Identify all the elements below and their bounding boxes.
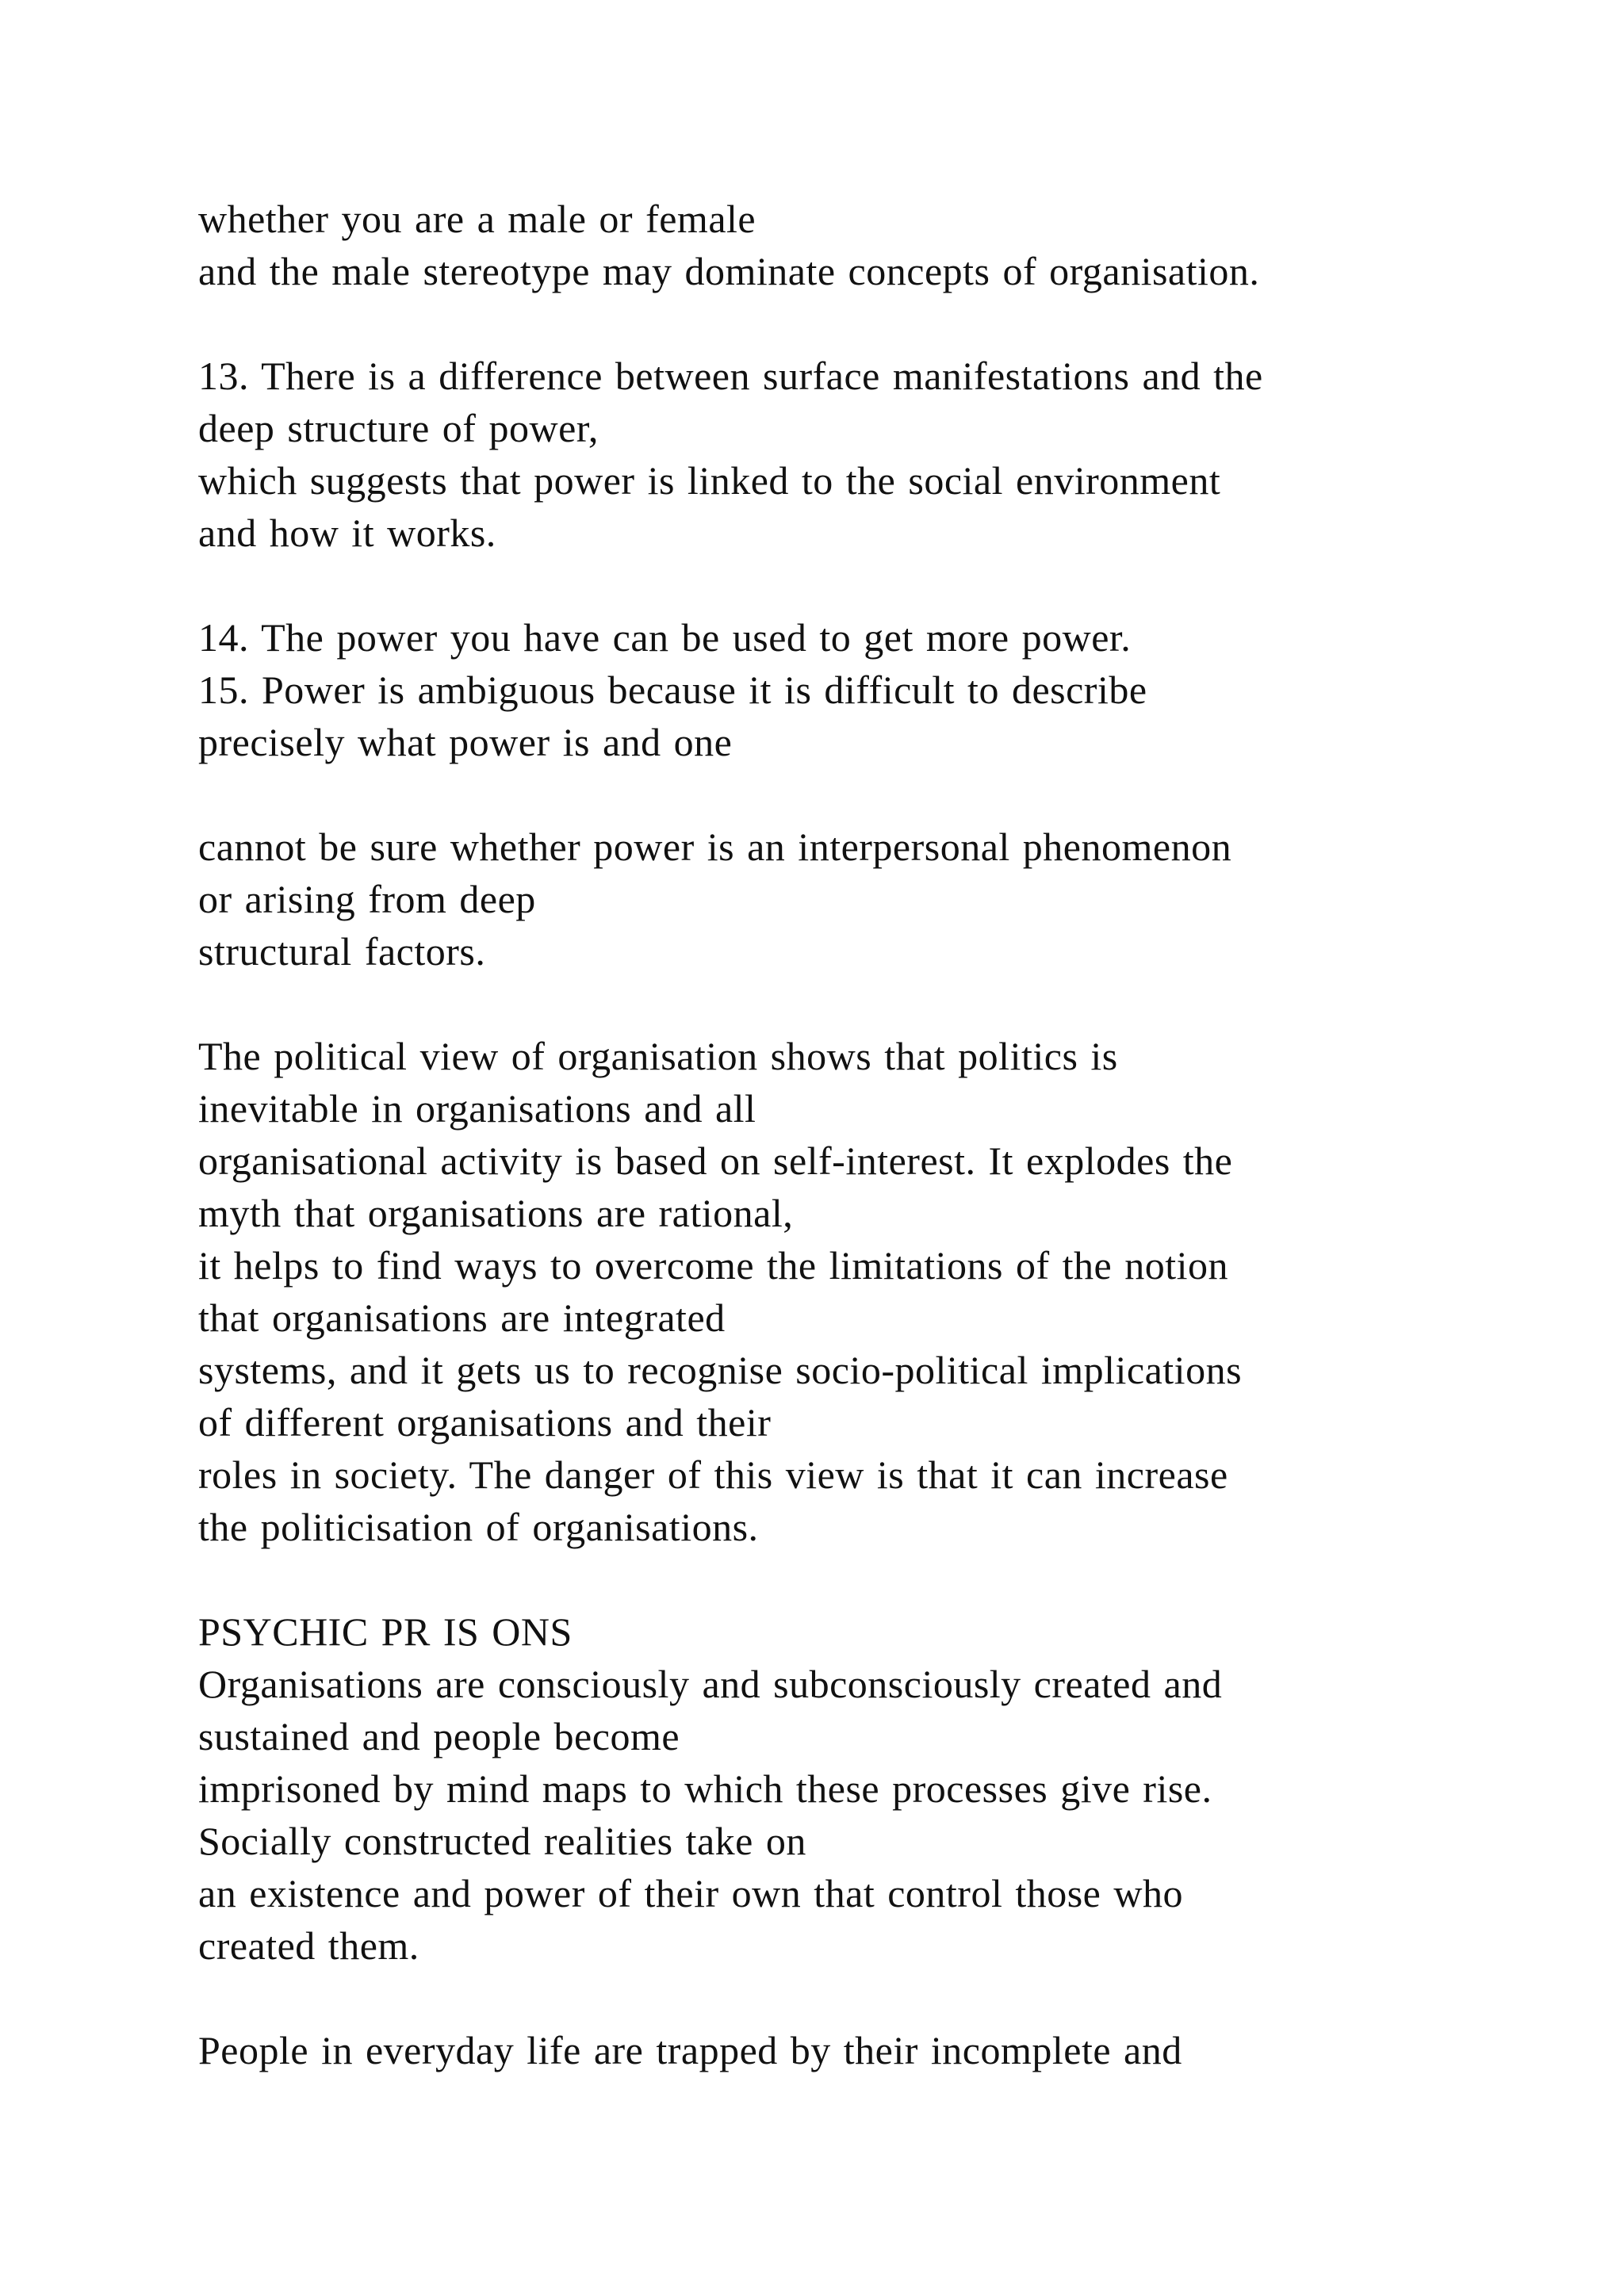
text-line: or arising from deep [198,877,536,921]
text-line: People in everyday life are trapped by their incomplete and [198,2028,1182,2072]
text-line: that organisations are integrated [198,1295,726,1340]
text-line: The political view of organisation shows that politics is [198,1034,1118,1078]
text-line: imprisoned by mind maps to which these processes give rise. [198,1766,1212,1811]
text-line: myth that organisations are rational, [198,1191,794,1235]
text-line: and the male stereotype may dominate concepts of organisation. [198,249,1260,293]
text-line: it helps to find ways to overcome the limitations of the notion [198,1243,1229,1288]
text-line: deep structure of power, [198,406,599,450]
paragraph-point-13 [198,350,1546,559]
text-line: organisational activity is based on self-interest. It explodes the [198,1138,1233,1183]
section-heading: PSYCHIC PR IS ONS [198,1609,573,1654]
paragraph-gap [198,297,1546,350]
text-line: an existence and power of their own that control those who [198,1871,1183,1915]
paragraph-political-view [198,1030,1546,1553]
text-line: and how it works. [198,511,496,555]
paragraph-gap [198,1553,1546,1605]
paragraph-gap [198,768,1546,821]
text-line: precisely what power is and one [198,720,733,764]
text-line: 15. Power is ambiguous because it is difficult to describe [198,668,1147,712]
paragraph-power-ambiguity [198,821,1546,978]
paragraph-gender-stereotype [198,193,1546,297]
paragraph-gap [198,559,1546,611]
paragraph-gap [198,1972,1546,2024]
text-line: which suggests that power is linked to the social environment [198,458,1221,503]
document-body [198,193,1546,2076]
text-line: systems, and it gets us to recognise socio-political implications [198,1348,1243,1392]
text-line: whether you are a male or female [198,197,756,241]
text-line: cannot be sure whether power is an interpersonal phenomenon [198,825,1232,869]
text-line: inevitable in organisations and all [198,1086,756,1131]
text-line: structural factors. [198,929,486,974]
text-line: the politicisation of organisations. [198,1505,759,1549]
text-line: 13. There is a difference between surface manifestations and the [198,354,1263,398]
text-line: Organisations are consciously and subconsciously created and [198,1662,1223,1706]
text-line: created them. [198,1923,419,1968]
text-line: of different organisations and their [198,1400,772,1445]
text-line: sustained and people become [198,1714,680,1758]
paragraph-gap [198,978,1546,1030]
text-line: Socially constructed realities take on [198,1819,806,1863]
paragraph-points-14-15 [198,611,1546,768]
text-line: 14. The power you have can be used to get more power. [198,615,1132,660]
text-line: roles in society. The danger of this view is that it can increase [198,1452,1228,1497]
section-psychic-prisons [198,1605,1546,1972]
paragraph-everyday-life [198,2024,1546,2076]
